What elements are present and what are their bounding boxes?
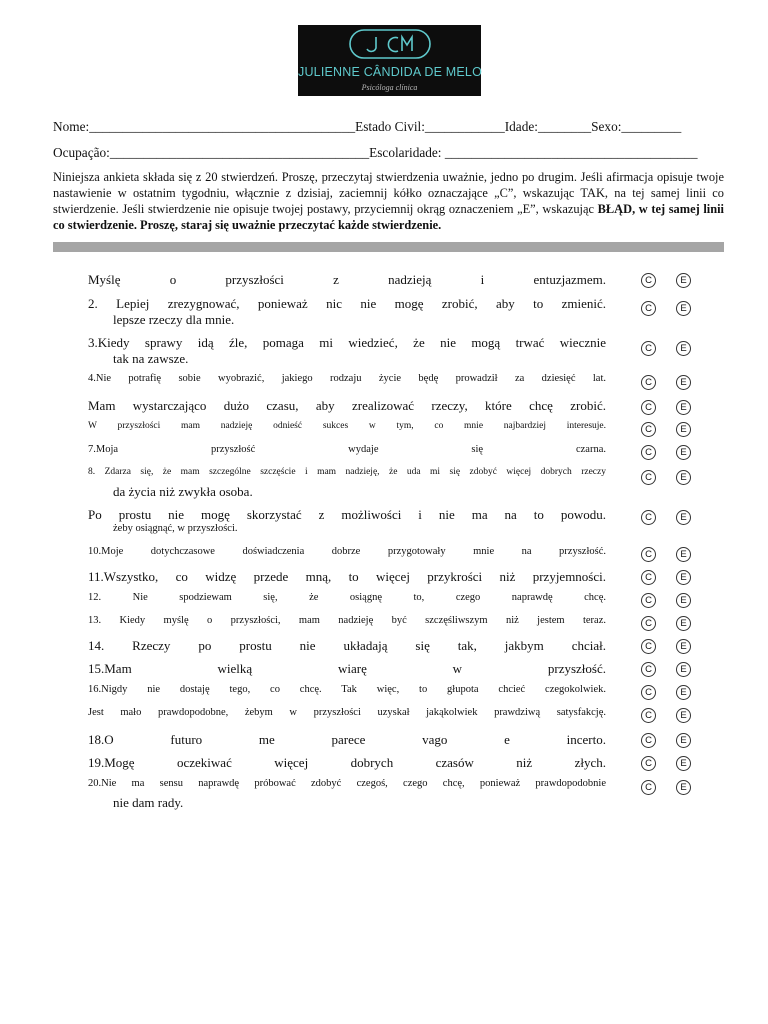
statement-8-choice-no[interactable]: E: [676, 470, 691, 485]
statement-12-choice-no[interactable]: E: [676, 593, 691, 608]
statement-3-choice-no[interactable]: E: [676, 341, 691, 356]
instructions: [53, 169, 724, 233]
statement-7-choice-yes[interactable]: C: [641, 445, 656, 460]
statement-14: 14. Rzeczy po prostu nie układają się tak, jakbym chciał.: [88, 638, 606, 653]
statement-18: 18.O futuro me parece vago e incerto.: [88, 732, 606, 747]
instructions-bold: BŁĄD, w tej samej linii co stwierdzenie. Proszę, staraj się uważnie przeczytać każde stwierdzenie.: [53, 202, 724, 232]
statement-2-choice-no[interactable]: E: [676, 301, 691, 316]
statement-1-choice-yes[interactable]: C: [641, 273, 656, 288]
statement-9-choice-yes[interactable]: C: [641, 510, 656, 525]
statement-5-choice-no[interactable]: E: [676, 400, 691, 415]
statement-13: 13. Kiedy myślę o przyszłości, mam nadzieję być szczęśliwszym niż jestem teraz.: [88, 615, 606, 626]
statement-5-choice-yes[interactable]: C: [641, 400, 656, 415]
statement-18-choice-yes[interactable]: C: [641, 733, 656, 748]
statement-1: Myślę o przyszłości z nadzieją i entuzjazmem.: [88, 272, 606, 287]
statement-5: Mam wystarczająco dużo czasu, aby zrealizować rzeczy, które chcę zrobić.: [88, 398, 606, 413]
statement-4: 4.Nie potrafię sobie wyobrazić, jakiego rodzaju życie będę prowadził za dziesięć lat.: [88, 373, 606, 384]
statement-15-choice-yes[interactable]: C: [641, 662, 656, 677]
statement-9-choice-no[interactable]: E: [676, 510, 691, 525]
statement-9: Po prostu nie mogę skorzystać z możliwości i nie ma na to powodu.: [88, 507, 606, 522]
statement-10-choice-yes[interactable]: C: [641, 547, 656, 562]
statement-18-choice-no[interactable]: E: [676, 733, 691, 748]
statement-4-choice-no[interactable]: E: [676, 375, 691, 390]
statement-19-choice-no[interactable]: E: [676, 756, 691, 771]
statement-11-choice-yes[interactable]: C: [641, 570, 656, 585]
logo-subtitle: Psicóloga clínica: [361, 83, 418, 92]
statement-15-choice-no[interactable]: E: [676, 662, 691, 677]
form-line-occupation[interactable]: Ocupação:_______________________________________Escolaridade: ______________________________________: [53, 145, 698, 160]
form-line-name[interactable]: Nome:________________________________________Estado Civil:____________Idade:________Sexo:_________: [53, 119, 682, 134]
statement-8-choice-yes[interactable]: C: [641, 470, 656, 485]
statement-7-choice-no[interactable]: E: [676, 445, 691, 460]
statement-20-choice-yes[interactable]: C: [641, 780, 656, 795]
divider-bar: [53, 242, 724, 252]
statement-17-choice-no[interactable]: E: [676, 708, 691, 723]
statement-2-choice-yes[interactable]: C: [641, 301, 656, 316]
statement-3: 3.Kiedy sprawy idą źle, pomaga mi wiedzieć, że nie mogą trwać wiecznie: [88, 335, 606, 350]
instructions-text: Niniejsza ankieta składa się z 20 stwierdzeń. Proszę, przeczytaj stwierdzenia uważnie, jedno po drugim. Jeśli afirmacja opisuje twoje nastawienie w ostatnim tygodniu, włącznie z dzisiaj, zaciemnij kółko oznaczające „C”, wskazując TAK, na tej samej linii co stwierdzenie. Jeśli stwierdzenie nie opisuje twojej postawy, przyciemnij okrąg oznaczeniem „E”, wskazując: [53, 170, 724, 216]
statement-6: W przyszłości mam nadzieję odnieść sukces w tym, co mnie najbardziej interesuje.: [88, 421, 606, 431]
statement-6-choice-no[interactable]: E: [676, 422, 691, 437]
statement-4-choice-yes[interactable]: C: [641, 375, 656, 390]
statement-16-choice-yes[interactable]: C: [641, 685, 656, 700]
statement-11: 11.Wszystko, co widzę przede mną, to więcej przykrości niż przyjemności.: [88, 569, 606, 584]
statement-2: 2. Lepiej zrezygnować, ponieważ nic nie mogę zrobić, aby to zmienić.: [88, 296, 606, 311]
statement-3-choice-yes[interactable]: C: [641, 341, 656, 356]
statement-12-choice-yes[interactable]: C: [641, 593, 656, 608]
statement-17-choice-yes[interactable]: C: [641, 708, 656, 723]
statement-20-choice-no[interactable]: E: [676, 780, 691, 795]
statement-8-continuation: da życia niż zwykła osoba.: [113, 484, 253, 499]
statement-10: 10.Moje dotychczasowe doświadczenia dobrze przygotowały mnie na przyszłość.: [88, 546, 606, 557]
statement-16: 16.Nigdy nie dostaję tego, co chcę. Tak więc, to głupota chcieć czegokolwiek.: [88, 684, 606, 695]
statement-6-choice-yes[interactable]: C: [641, 422, 656, 437]
statement-7: 7.Moja przyszłość wydaje się czarna.: [88, 444, 606, 455]
statement-11-choice-no[interactable]: E: [676, 570, 691, 585]
logo: [298, 25, 481, 96]
statement-3-continuation: tak na zawsze.: [113, 351, 189, 366]
statement-20: 20.Nie ma sensu naprawdę próbować zdobyć czegoś, czego chcę, ponieważ prawdopodobnie: [88, 778, 606, 789]
statement-13-choice-yes[interactable]: C: [641, 616, 656, 631]
statement-9-continuation: żeby osiągnąć, w przyszłości.: [113, 523, 238, 534]
statement-14-choice-no[interactable]: E: [676, 639, 691, 654]
statement-14-choice-yes[interactable]: C: [641, 639, 656, 654]
statement-1-choice-no[interactable]: E: [676, 273, 691, 288]
statement-13-choice-no[interactable]: E: [676, 616, 691, 631]
statement-8: 8. Zdarza się, że mam szczególne szczęście i mam nadzieję, że uda mi się zdobyć więcej dobrych rzeczy: [88, 467, 606, 477]
logo-name: JULIENNE CÂNDIDA DE MELO: [298, 65, 483, 79]
statement-12: 12. Nie spodziewam się, że osiągnę to, czego naprawdę chcę.: [88, 592, 606, 603]
statement-16-choice-no[interactable]: E: [676, 685, 691, 700]
statement-10-choice-no[interactable]: E: [676, 547, 691, 562]
statement-2-continuation: lepsze rzeczy dla mnie.: [113, 312, 235, 327]
statement-17: Jest mało prawdopodobne, żebym w przyszłości uzyskał jakąkolwiek prawdziwą satysfakcję.: [88, 707, 606, 718]
statement-19: 19.Mogę oczekiwać więcej dobrych czasów niż złych.: [88, 755, 606, 770]
statement-19-choice-yes[interactable]: C: [641, 756, 656, 771]
statement-15: 15.Mam wielką wiarę w przyszłość.: [88, 661, 606, 676]
statement-20-continuation: nie dam rady.: [113, 795, 184, 810]
